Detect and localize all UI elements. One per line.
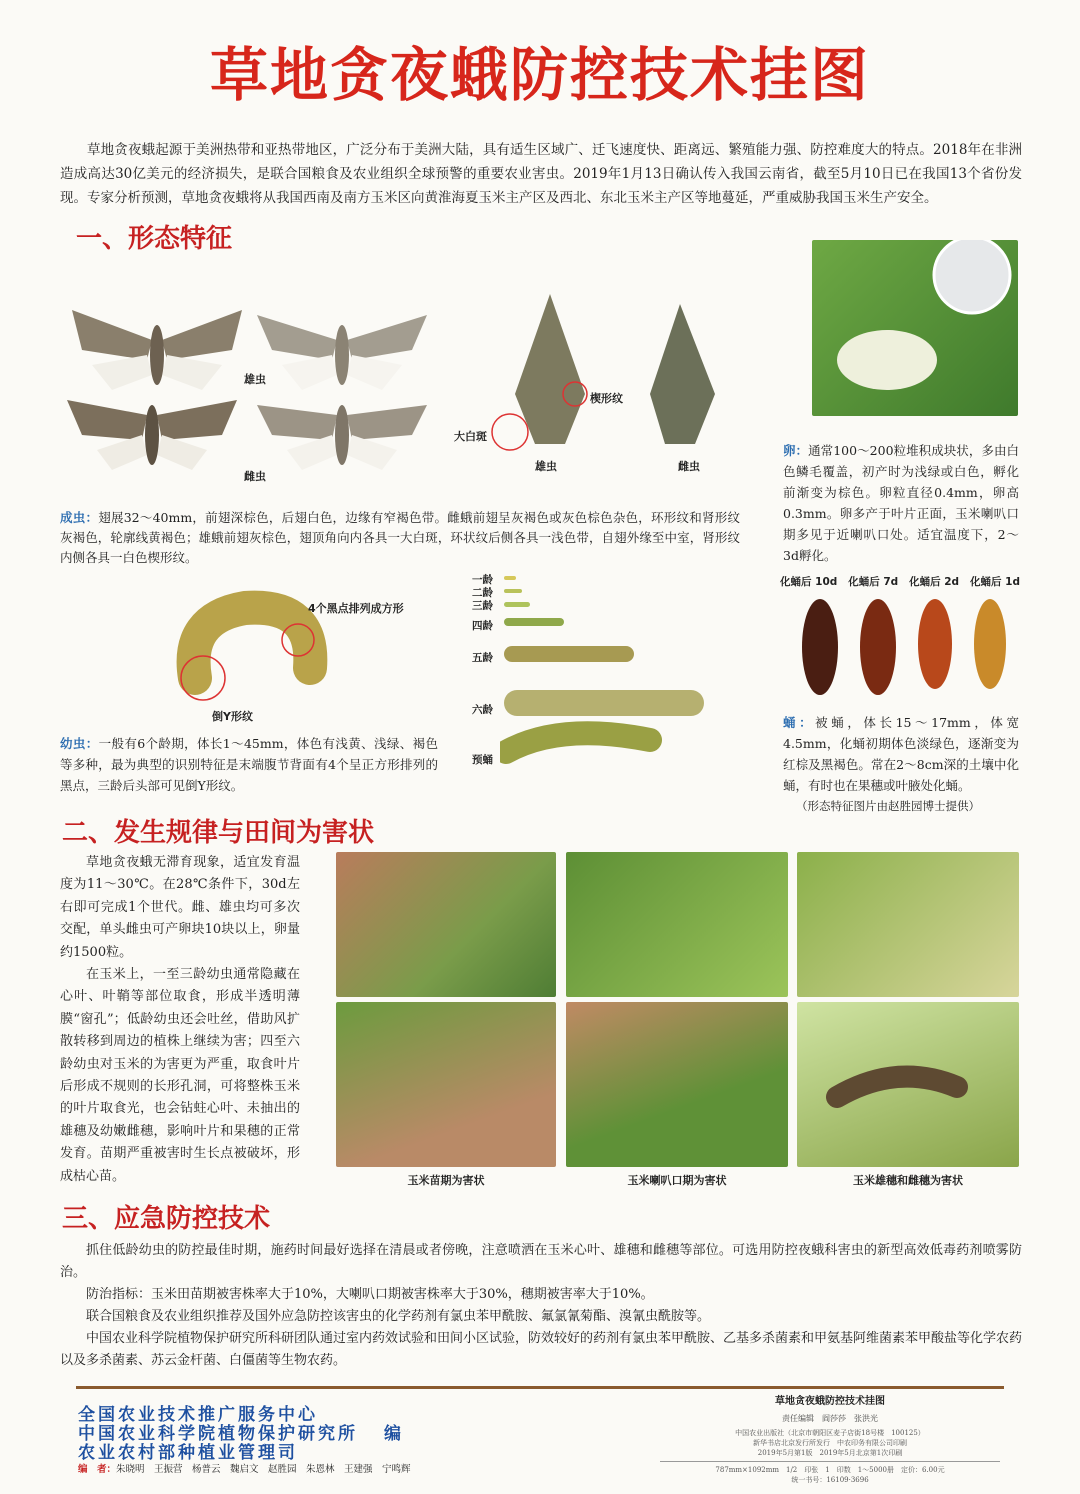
instar-1: 一龄 xyxy=(472,574,493,586)
moth-male-2 xyxy=(67,400,237,470)
caption-seedling-damage: 玉米苗期为害状 xyxy=(407,1174,485,1187)
instar-5: 五龄 xyxy=(472,652,493,664)
pub-title: 草地贪夜蛾防控技术挂图 xyxy=(775,1396,885,1407)
pupa-1d xyxy=(974,599,1006,689)
instar-6: 六龄 xyxy=(472,704,493,716)
label-wedge-mark: 楔形纹 xyxy=(590,392,623,405)
pupa-stage-1d: 化蛹后 1d xyxy=(969,576,1020,588)
damage-photo-ear-1 xyxy=(797,852,1019,997)
four-dots-callout: 4个黑点排列成方形 xyxy=(308,602,404,615)
egg-description xyxy=(783,440,1019,566)
section2-paragraph-1: 草地贪夜蛾无滞育现象，适宜发育温度为11～30℃。在28℃条件下，30d左右即可完成1个世代。雌、雄虫均可多次交配，单头雌虫可产卵块10块以上，卵量约1500粒。 xyxy=(60,855,300,960)
authors-names: 朱晓明 王振营 杨普云 魏启文 赵胜园 朱恩林 王建强 宁鸣辉 xyxy=(116,1464,411,1475)
label-big-white-spot: 大白斑 xyxy=(454,430,487,443)
moth-female-2 xyxy=(257,405,427,470)
damage-photo-ear-2 xyxy=(797,1002,1019,1167)
spread-moths-illustration xyxy=(62,280,482,490)
label-female2: 雌虫 xyxy=(678,460,700,473)
pupa-7d xyxy=(860,599,896,695)
damage-photo-whorl-2 xyxy=(566,1002,788,1167)
section2-heading: 二、发生规律与田间为害状 xyxy=(62,818,375,848)
photo-credit: （形态特征图片由赵胜园博士提供） xyxy=(796,799,980,813)
adult-text: 翅展32～40mm，前翅深棕色，后翅白色，边缘有窄褐色带。雌蛾前翅呈灰褐色或灰色棕色杂色，环形纹和肾形纹灰褐色，轮廓线黄褐色；雄蛾前翅灰棕色，翅顶角向内各具一大白斑，环状纹后侧各具一浅色带，自翅外缘至中室，肾形纹内侧各具一白色楔形纹。 xyxy=(60,510,740,565)
pupa-stage-7d: 化蛹后 7d xyxy=(848,576,899,588)
instar-4: 四龄 xyxy=(472,620,493,632)
section3-text xyxy=(60,1240,1022,1372)
instar-2: 二龄 xyxy=(472,587,493,599)
pupa-label: 蛹： xyxy=(783,715,816,730)
section3-paragraph-2: 防治指标：玉米田苗期被害株率大于10%，大喇叭口期被害株率大于30%，穗期被害率大于10%。 xyxy=(86,1287,654,1302)
resting-moth-female xyxy=(650,304,715,444)
caption-ear-damage: 玉米雄穗和雌穗为害状 xyxy=(853,1174,963,1187)
egg-mass xyxy=(837,330,937,390)
authors-line xyxy=(78,1461,411,1475)
label-male: 雄虫 xyxy=(244,373,266,386)
authors-label: 编 者： xyxy=(78,1464,117,1475)
moth-male-1 xyxy=(72,310,242,390)
larva-text: 一般有6个龄期，体长1～45mm，体色有浅黄、浅绿、褐色等多种，最为典型的识别特征是末端腹节背面有4个呈正方形排列的黑点，三龄后头部可见倒Y形纹。 xyxy=(60,736,438,793)
moth-female-1 xyxy=(257,315,427,390)
intro-paragraph: 草地贪夜蛾起源于美洲热带和亚热带地区，广泛分布于美洲大陆，具有适生区域广、迁飞速度快、距离远、繁殖能力强、防控难度大的特点。2018年在非洲造成高达30亿美元的经济损失，是联合国粮食及农业组织全球预警的重要农业害虫。2019年1月13日确认传入我国云南省，截至5月10日已在我国13个省份发现。专家分析预测，草地贪夜蛾将从我国西南及南方玉米区向黄淮海夏玉米主产区及西北、东北玉米主产区等地蔓延，严重威胁我国玉米生产安全。 xyxy=(60,142,1022,206)
instar-3: 三龄 xyxy=(472,600,493,612)
adult-label: 成虫： xyxy=(60,510,99,525)
footer-divider xyxy=(76,1386,1004,1389)
pupa-stage-2d: 化蛹后 2d xyxy=(909,576,960,588)
pub-line-4: 787mm×1092mm 1/2 印张 1 印数 1～5000册 定价：6.00元 xyxy=(715,1466,945,1474)
publication-info xyxy=(660,1392,1000,1485)
pub-line-2: 新华书店北京发行所发行 中农印务有限公司印刷 xyxy=(753,1439,907,1447)
pupa-description xyxy=(783,712,1019,796)
pupa-2d xyxy=(918,599,952,689)
egg-label: 卵： xyxy=(783,443,809,458)
damage-photo-whorl-1 xyxy=(566,852,788,997)
section3-paragraph-4: 中国农业科学院植物保护研究所科研团队通过室内药效试验和田间小区试验，防效较好的药剂有氯虫苯甲酰胺、乙基多杀菌素和甲氨基阿维菌素苯甲酸盐等化学农药以及多杀菌素、苏云金杆菌、白僵菌等生物农药。 xyxy=(60,1331,1023,1368)
section2-text xyxy=(60,852,300,1188)
larva-description xyxy=(60,733,438,796)
section3-paragraph-3: 联合国粮食及农业组织推荐及国外应急防控该害虫的化学药剂有氯虫苯甲酰胺、氟氯氰菊酯、溴氰虫酰胺等。 xyxy=(86,1309,711,1324)
section1-heading: 一、形态特征 xyxy=(76,224,233,254)
egg-text: 通常100～200粒堆积成块状，多由白色鳞毛覆盖，初产时为浅绿或白色，孵化前渐变为棕色。卵粒直径0.4mm，卵高0.3mm。卵多产于叶片正面，玉米喇叭口期多见于近喇叭口处。适宜温度下，2～3d孵化。 xyxy=(783,443,1019,563)
pub-line-3: 2019年5月第1版 2019年5月北京第1次印刷 xyxy=(757,1449,903,1457)
damage-photo-seedling-1 xyxy=(336,852,556,997)
pub-line-1: 中国农业出版社（北京市朝阳区麦子店街18号楼 100125） xyxy=(735,1429,925,1437)
pupa-stage-labels xyxy=(780,574,1020,589)
inverted-y-callout: 倒Y形纹 xyxy=(212,710,253,723)
instar-prepupa: 预蛹 xyxy=(472,754,493,766)
org-2: 中国农业科学院植物保护研究所 xyxy=(78,1424,358,1444)
moth-photos xyxy=(62,280,482,490)
org-1: 全国农业技术推广服务中心 xyxy=(78,1405,318,1425)
resting-moths xyxy=(490,284,770,454)
larva-label: 幼虫： xyxy=(60,736,99,751)
pupa-photos xyxy=(790,592,1020,702)
adult-description xyxy=(60,508,740,568)
pub-editors: 责任编辑 阎莎莎 张洪光 xyxy=(782,1414,878,1423)
caption-whorl-damage: 玉米喇叭口期为害状 xyxy=(627,1174,727,1187)
section3-paragraph-1: 抓住低龄幼虫的防控最佳时期，施药时间最好选择在清晨或者傍晚，注意喷洒在玉米心叶、雄穗和雌穗等部位。可选用防控夜蛾科害虫的新型高效低毒药剂喷雾防治。 xyxy=(60,1243,1022,1280)
edit-mark: 编 xyxy=(384,1424,404,1444)
section2-paragraph-2: 在玉米上，一至三龄幼虫通常隐藏在心叶、叶鞘等部位取食，形成半透明薄膜“窗孔”；低龄幼虫还会吐丝，借助风扩散转移到周边的植株上继续为害；四至六龄幼虫对玉米的为害更为严重，取食叶片后形成不规则的长形孔洞，可将整株玉米的叶片取食光，也会钻蛀心叶、未抽出的雄穗及幼嫩雌穗，影响叶片和果穗的正常发育。苗期严重被害时生长点被破坏，形成枯心苗。 xyxy=(60,967,300,1184)
pupa-stage-10d: 化蛹后 10d xyxy=(780,576,838,588)
section3-heading: 三、应急防控技术 xyxy=(62,1204,271,1234)
instar-larvae xyxy=(500,572,740,772)
damage-photo-seedling-2 xyxy=(336,1002,556,1167)
org-3: 农业农村部种植业管理司 xyxy=(78,1443,298,1463)
pupa-10d xyxy=(802,599,838,695)
pupa-text: 被蛹，体长15～17mm，体宽4.5mm，化蛹初期体色淡绿色，逐渐变为红棕及黑褐色。常在2～8cm深的土壤中化蛹，有时也在果穗或叶腋处化蛹。 xyxy=(783,715,1019,793)
label-male2: 雄虫 xyxy=(535,460,557,473)
white-spot-circle xyxy=(492,414,528,450)
egg-closeup xyxy=(934,240,1010,313)
poster-title: 草地贪夜蛾防控技术挂图 xyxy=(209,41,870,109)
label-female: 雌虫 xyxy=(244,470,266,483)
egg-photo xyxy=(812,240,1018,416)
pub-line-5: 统一书号：16109·3696 xyxy=(791,1476,869,1484)
